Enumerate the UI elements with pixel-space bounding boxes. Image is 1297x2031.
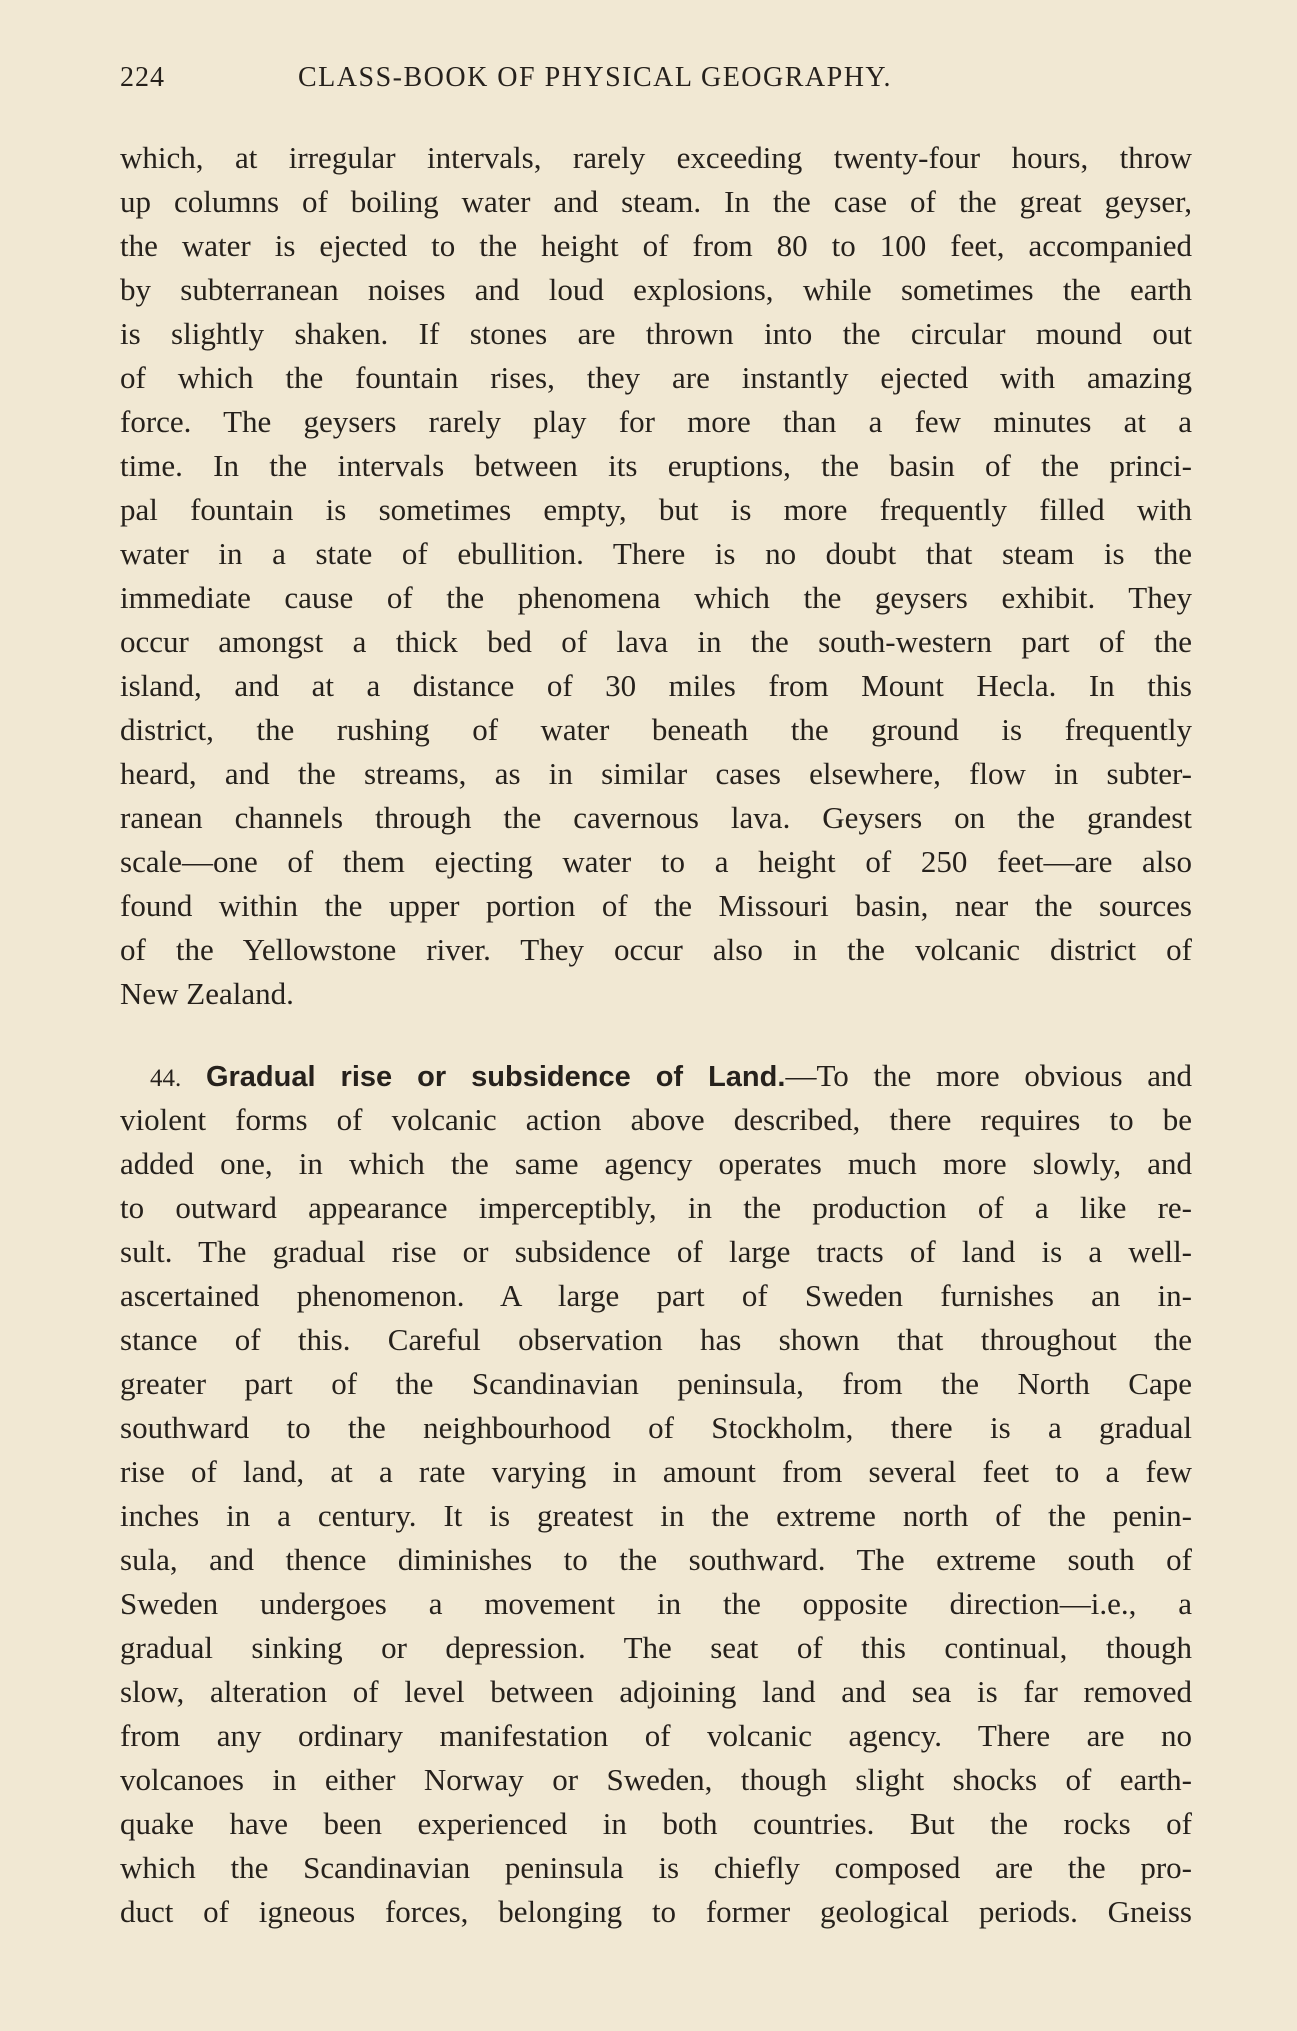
text-line: the water is ejected to the height of from 80 to 100 feet, accompanied xyxy=(120,228,1192,263)
section-44 xyxy=(120,1054,1192,1934)
text-line: New Zealand. xyxy=(120,976,294,1011)
text-line: violent forms of volcanic action above described, there requires to be xyxy=(120,1102,1192,1137)
section-number: 44. xyxy=(150,1065,182,1092)
text-line: by subterranean noises and loud explosions, while sometimes the earth xyxy=(120,272,1192,307)
paragraph-geysers xyxy=(120,136,1192,1016)
book-page xyxy=(120,62,1192,1934)
text-line: which, at irregular intervals, rarely exceeding twenty-four hours, throw xyxy=(120,140,1192,175)
text-line: pal fountain is sometimes empty, but is more frequently filled with xyxy=(120,492,1192,527)
text-line: greater part of the Scandinavian peninsula, from the North Cape xyxy=(120,1366,1192,1401)
text-line: stance of this. Careful observation has shown that throughout the xyxy=(120,1322,1192,1357)
text-line: ranean channels through the cavernous lava. Geysers on the grandest xyxy=(120,800,1192,835)
text-line: ascertained phenomenon. A large part of Sweden furnishes an in- xyxy=(120,1278,1192,1313)
text-line: of which the fountain rises, they are instantly ejected with amazing xyxy=(120,360,1192,395)
text-line: scale—one of them ejecting water to a height of 250 feet—are also xyxy=(120,844,1192,879)
text-line: southward to the neighbourhood of Stockholm, there is a gradual xyxy=(120,1410,1192,1445)
text-line: water in a state of ebullition. There is no doubt that steam is the xyxy=(120,536,1192,571)
text-line: to outward appearance imperceptibly, in the production of a like re- xyxy=(120,1190,1192,1225)
text-line: island, and at a distance of 30 miles from Mount Hecla. In this xyxy=(120,668,1192,703)
text-line: from any ordinary manifestation of volcanic agency. There are no xyxy=(120,1718,1192,1753)
text-line: district, the rushing of water beneath the ground is frequently xyxy=(120,712,1192,747)
text-line: sult. The gradual rise or subsidence of large tracts of land is a well- xyxy=(120,1234,1192,1269)
text-line: occur amongst a thick bed of lava in the south-western part of the xyxy=(120,624,1192,659)
section-heading: Gradual rise or subsidence of Land. xyxy=(205,1061,786,1093)
text-line: volcanoes in either Norway or Sweden, though slight shocks of earth- xyxy=(120,1762,1192,1797)
text-line: force. The geysers rarely play for more than a few minutes at a xyxy=(120,404,1192,439)
text-line: quake have been experienced in both countries. But the rocks of xyxy=(120,1806,1192,1841)
text-line: rise of land, at a rate varying in amount from several feet to a few xyxy=(120,1454,1192,1489)
section-first-line xyxy=(120,1054,1192,1098)
text-line: time. In the intervals between its eruptions, the basin of the princi- xyxy=(120,448,1192,483)
text-line: added one, in which the same agency operates much more slowly, and xyxy=(120,1146,1192,1181)
text-line: heard, and the streams, as in similar cases elsewhere, flow in subter- xyxy=(120,756,1192,791)
text-line: of the Yellowstone river. They occur also in the volcanic district of xyxy=(120,932,1192,967)
text-line: is slightly shaken. If stones are thrown into the circular mound out xyxy=(120,316,1192,351)
text-line: found within the upper portion of the Missouri basin, near the sources xyxy=(120,888,1192,923)
text-line: up columns of boiling water and steam. In the case of the great geyser, xyxy=(120,184,1192,219)
text-line: duct of igneous forces, belonging to former geological periods. Gneiss xyxy=(120,1894,1192,1929)
text-line: Sweden undergoes a movement in the opposite direction—i.e., a xyxy=(120,1586,1192,1621)
page-number: 224 xyxy=(120,62,165,93)
text-line: inches in a century. It is greatest in the extreme north of the penin- xyxy=(120,1498,1192,1533)
text-line: sula, and thence diminishes to the southward. The extreme south of xyxy=(120,1542,1192,1577)
running-title: CLASS-BOOK OF PHYSICAL GEOGRAPHY. xyxy=(298,62,893,93)
text-line: gradual sinking or depression. The seat of this continual, though xyxy=(120,1630,1192,1665)
body-text xyxy=(120,136,1192,1934)
text-line: immediate cause of the phenomena which the geysers exhibit. They xyxy=(120,580,1192,615)
text-line: slow, alteration of level between adjoining land and sea is far removed xyxy=(120,1674,1192,1709)
running-head xyxy=(120,62,1192,112)
section-lead-text: —To the more obvious and xyxy=(785,1058,1192,1093)
text-line: which the Scandinavian peninsula is chiefly composed are the pro- xyxy=(120,1850,1192,1885)
